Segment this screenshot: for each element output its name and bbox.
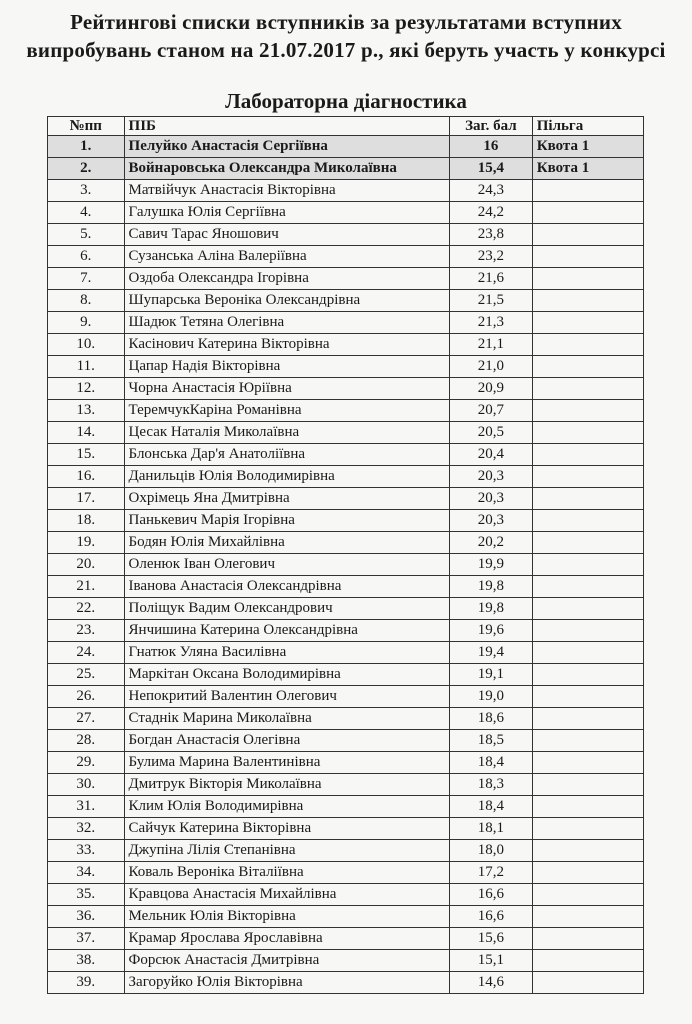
row-benefit: [532, 862, 643, 884]
row-number: 6.: [48, 246, 125, 268]
row-number: 35.: [48, 884, 125, 906]
row-benefit: [532, 708, 643, 730]
row-name: Мельник Юлія Вікторівна: [124, 906, 450, 928]
table-row: [48, 664, 644, 686]
row-number: 16.: [48, 466, 125, 488]
row-score: 20,4: [450, 444, 533, 466]
table-row: [48, 972, 644, 994]
table-row: [48, 268, 644, 290]
row-score: 19,8: [450, 576, 533, 598]
row-score: 19,0: [450, 686, 533, 708]
row-name: Шадюк Тетяна Олегівна: [124, 312, 450, 334]
table-row: [48, 312, 644, 334]
row-score: 20,7: [450, 400, 533, 422]
table-row: [48, 554, 644, 576]
section-subtitle: Лабораторна діагностика: [225, 89, 467, 113]
row-name: Янчишина Катерина Олександрівна: [124, 620, 450, 642]
row-benefit: [532, 664, 643, 686]
ranking-table: [47, 116, 644, 994]
table-row: [48, 444, 644, 466]
row-benefit: [532, 752, 643, 774]
row-number: 24.: [48, 642, 125, 664]
row-benefit: [532, 268, 643, 290]
table-row: [48, 906, 644, 928]
table-row: [48, 290, 644, 312]
row-number: 17.: [48, 488, 125, 510]
row-name: Галушка Юлія Сергіївна: [124, 202, 450, 224]
row-name: Гнатюк Уляна Василівна: [124, 642, 450, 664]
row-name: Поліщук Вадим Олександрович: [124, 598, 450, 620]
table-row: [48, 928, 644, 950]
row-name: Блонська Дар'я Анатоліївна: [124, 444, 450, 466]
row-name: Оздоба Олександра Ігорівна: [124, 268, 450, 290]
row-name: Цапар Надія Вікторівна: [124, 356, 450, 378]
row-name: Данильців Юлія Володимирівна: [124, 466, 450, 488]
row-score: 19,6: [450, 620, 533, 642]
row-number: 2.: [48, 158, 125, 180]
row-number: 7.: [48, 268, 125, 290]
row-number: 1.: [48, 136, 125, 158]
row-score: 18,0: [450, 840, 533, 862]
table-row: [48, 884, 644, 906]
table-body: [48, 136, 644, 994]
row-score: 16,6: [450, 906, 533, 928]
row-score: 20,2: [450, 532, 533, 554]
row-benefit: [532, 906, 643, 928]
document-title: [0, 8, 692, 64]
row-name: Коваль Вероніка Віталіївна: [124, 862, 450, 884]
row-name: Пелуйко Анастасія Сергіївна: [124, 136, 450, 158]
table-row: [48, 158, 644, 180]
row-number: 26.: [48, 686, 125, 708]
row-number: 12.: [48, 378, 125, 400]
row-score: 20,9: [450, 378, 533, 400]
row-score: 15,1: [450, 950, 533, 972]
table-row: [48, 202, 644, 224]
row-number: 10.: [48, 334, 125, 356]
row-name: Клим Юлія Володимирівна: [124, 796, 450, 818]
row-benefit: [532, 488, 643, 510]
row-score: 17,2: [450, 862, 533, 884]
row-benefit: [532, 730, 643, 752]
row-score: 19,8: [450, 598, 533, 620]
row-benefit: [532, 686, 643, 708]
row-score: 18,6: [450, 708, 533, 730]
table-row: [48, 136, 644, 158]
document-title-line-2: випробувань станом на 21.07.2017 р., які беруть участь у конкурсі: [26, 38, 666, 62]
table-row: [48, 818, 644, 840]
row-name: Непокритий Валентин Олегович: [124, 686, 450, 708]
row-score: 21,3: [450, 312, 533, 334]
row-number: 21.: [48, 576, 125, 598]
table-row: [48, 840, 644, 862]
row-name: Кравцова Анастасія Михайлівна: [124, 884, 450, 906]
row-benefit: Квота 1: [532, 158, 643, 180]
row-score: 19,9: [450, 554, 533, 576]
row-number: 11.: [48, 356, 125, 378]
table-row: [48, 796, 644, 818]
row-number: 14.: [48, 422, 125, 444]
row-name: Чорна Анастасія Юріївна: [124, 378, 450, 400]
row-score: 24,3: [450, 180, 533, 202]
row-benefit: [532, 950, 643, 972]
row-name: Матвійчук Анастасія Вікторівна: [124, 180, 450, 202]
row-name: Сайчук Катерина Вікторівна: [124, 818, 450, 840]
row-name: Загоруйко Юлія Вікторівна: [124, 972, 450, 994]
row-number: 18.: [48, 510, 125, 532]
table-row: [48, 422, 644, 444]
row-number: 30.: [48, 774, 125, 796]
row-number: 5.: [48, 224, 125, 246]
row-name: Іванова Анастасія Олександрівна: [124, 576, 450, 598]
row-score: 18,4: [450, 796, 533, 818]
table-row: [48, 246, 644, 268]
row-benefit: [532, 224, 643, 246]
row-number: 34.: [48, 862, 125, 884]
row-number: 13.: [48, 400, 125, 422]
row-number: 27.: [48, 708, 125, 730]
row-name: Сузанська Аліна Валеріївна: [124, 246, 450, 268]
row-name: Булима Марина Валентинівна: [124, 752, 450, 774]
table-row: [48, 180, 644, 202]
row-benefit: [532, 796, 643, 818]
table-row: [48, 400, 644, 422]
table-row: [48, 730, 644, 752]
row-benefit: [532, 928, 643, 950]
row-number: 25.: [48, 664, 125, 686]
row-benefit: [532, 620, 643, 642]
row-benefit: [532, 334, 643, 356]
table-row: [48, 532, 644, 554]
table-row: [48, 356, 644, 378]
row-number: 33.: [48, 840, 125, 862]
row-benefit: [532, 378, 643, 400]
row-number: 38.: [48, 950, 125, 972]
row-benefit: [532, 202, 643, 224]
row-benefit: [532, 290, 643, 312]
row-benefit: [532, 774, 643, 796]
row-number: 15.: [48, 444, 125, 466]
row-number: 8.: [48, 290, 125, 312]
table-header-row: [48, 117, 644, 136]
row-number: 28.: [48, 730, 125, 752]
row-number: 9.: [48, 312, 125, 334]
table-row: [48, 576, 644, 598]
table-row: [48, 708, 644, 730]
row-benefit: [532, 840, 643, 862]
row-score: 18,3: [450, 774, 533, 796]
row-name: Панькевич Марія Ігорівна: [124, 510, 450, 532]
table-row: [48, 686, 644, 708]
row-number: 39.: [48, 972, 125, 994]
row-benefit: [532, 972, 643, 994]
row-score: 20,3: [450, 466, 533, 488]
table-row: [48, 510, 644, 532]
row-name: Джупіна Лілія Степанівна: [124, 840, 450, 862]
row-name: Крамар Ярослава Ярославівна: [124, 928, 450, 950]
row-score: 16,6: [450, 884, 533, 906]
row-benefit: [532, 642, 643, 664]
row-benefit: [532, 422, 643, 444]
table-row: [48, 466, 644, 488]
table-row: [48, 642, 644, 664]
row-benefit: [532, 576, 643, 598]
row-score: 23,2: [450, 246, 533, 268]
row-score: 19,4: [450, 642, 533, 664]
table-row: [48, 224, 644, 246]
row-name: Оленюк Іван Олегович: [124, 554, 450, 576]
row-score: 23,8: [450, 224, 533, 246]
row-benefit: [532, 554, 643, 576]
header-benefit: Пільга: [532, 117, 643, 136]
row-name: Маркітан Оксана Володимирівна: [124, 664, 450, 686]
header-number: №пп: [48, 117, 125, 136]
row-number: 31.: [48, 796, 125, 818]
table-row: [48, 598, 644, 620]
row-score: 21,5: [450, 290, 533, 312]
row-benefit: [532, 466, 643, 488]
row-score: 21,0: [450, 356, 533, 378]
table-row: [48, 950, 644, 972]
row-benefit: [532, 532, 643, 554]
row-number: 20.: [48, 554, 125, 576]
row-benefit: [532, 246, 643, 268]
row-benefit: [532, 180, 643, 202]
row-score: 18,5: [450, 730, 533, 752]
table-row: [48, 620, 644, 642]
row-score: 20,5: [450, 422, 533, 444]
row-score: 20,3: [450, 488, 533, 510]
table-row: [48, 378, 644, 400]
row-number: 19.: [48, 532, 125, 554]
row-name: ТеремчукКаріна Романівна: [124, 400, 450, 422]
row-name: Шупарська Вероніка Олександрівна: [124, 290, 450, 312]
row-score: 18,1: [450, 818, 533, 840]
row-number: 37.: [48, 928, 125, 950]
row-score: 14,6: [450, 972, 533, 994]
row-score: 24,2: [450, 202, 533, 224]
row-benefit: [532, 598, 643, 620]
row-number: 32.: [48, 818, 125, 840]
row-number: 23.: [48, 620, 125, 642]
row-number: 36.: [48, 906, 125, 928]
header-score: Заг. бал: [450, 117, 533, 136]
row-name: Богдан Анастасія Олегівна: [124, 730, 450, 752]
row-benefit: [532, 312, 643, 334]
table-row: [48, 774, 644, 796]
header-name: ПІБ: [124, 117, 450, 136]
row-name: Цесак Наталія Миколаївна: [124, 422, 450, 444]
row-benefit: [532, 884, 643, 906]
row-name: Стаднік Марина Миколаївна: [124, 708, 450, 730]
row-name: Савич Тарас Яношович: [124, 224, 450, 246]
row-score: 16: [450, 136, 533, 158]
row-score: 21,1: [450, 334, 533, 356]
row-number: 22.: [48, 598, 125, 620]
row-benefit: [532, 818, 643, 840]
row-score: 21,6: [450, 268, 533, 290]
row-benefit: [532, 400, 643, 422]
table-row: [48, 752, 644, 774]
row-benefit: [532, 444, 643, 466]
row-score: 15,4: [450, 158, 533, 180]
row-name: Касінович Катерина Вікторівна: [124, 334, 450, 356]
row-name: Бодян Юлія Михайлівна: [124, 532, 450, 554]
table-row: [48, 862, 644, 884]
row-score: 18,4: [450, 752, 533, 774]
table-row: [48, 334, 644, 356]
row-name: Дмитрук Вікторія Миколаївна: [124, 774, 450, 796]
table-row: [48, 488, 644, 510]
row-score: 15,6: [450, 928, 533, 950]
row-number: 29.: [48, 752, 125, 774]
row-name: Войнаровська Олександра Миколаївна: [124, 158, 450, 180]
row-benefit: [532, 510, 643, 532]
row-number: 3.: [48, 180, 125, 202]
document-title-line-1: Рейтингові списки вступників за результатами вступних: [70, 10, 622, 34]
row-number: 4.: [48, 202, 125, 224]
row-score: 19,1: [450, 664, 533, 686]
row-name: Форсюк Анастасія Дмитрівна: [124, 950, 450, 972]
row-name: Охрімець Яна Дмитрівна: [124, 488, 450, 510]
row-benefit: [532, 356, 643, 378]
row-benefit: Квота 1: [532, 136, 643, 158]
row-score: 20,3: [450, 510, 533, 532]
